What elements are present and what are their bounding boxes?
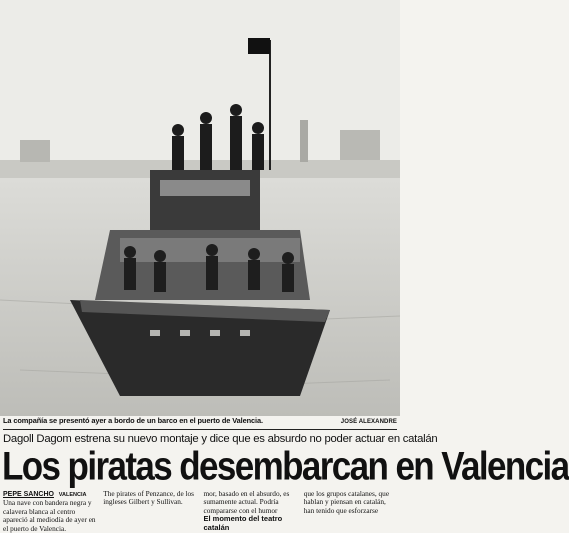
article-column-4: [304, 490, 397, 516]
column-text: que los grupos catalanes, que hablan y piensan en catalán, han tenido que esforzarse: [303, 489, 390, 515]
article-column-3: [203, 489, 297, 532]
article-column-2: [103, 490, 196, 516]
article-column-1: [3, 490, 96, 533]
section-head: El momento del teatro catalán: [203, 514, 283, 532]
divider-rule: [3, 429, 397, 430]
article-dateline: VALENCIA: [58, 492, 87, 498]
article-headline: Los piratas desembarcan en Valencia: [2, 444, 569, 489]
photo-caption: La compañía se presentó ayer a bordo de un barco en el puerto de Valencia.: [3, 416, 263, 425]
column-text: The pirates of Penzance, de los ingleses Gilbert y Sullivan.: [103, 489, 195, 507]
article-subhead: Dagoll Dagom estrena su nuevo montaje y dice que es absurdo no poder actuar en catalán: [3, 433, 438, 445]
photo-credit: JOSÉ ALEXANDRE: [340, 419, 397, 425]
article-body: [3, 489, 397, 533]
photo-caption-row: [3, 416, 397, 426]
article-byline: PEPE SANCHO: [3, 491, 54, 498]
column-text: Una nave con bandera negra y calavera blanca al centro apareció al mediodía de ayer en el puerto de Valencia.: [3, 498, 96, 533]
column-text: mor, basado en el absurdo, es sumamente actual. Podría compararse con el humor: [203, 489, 290, 515]
